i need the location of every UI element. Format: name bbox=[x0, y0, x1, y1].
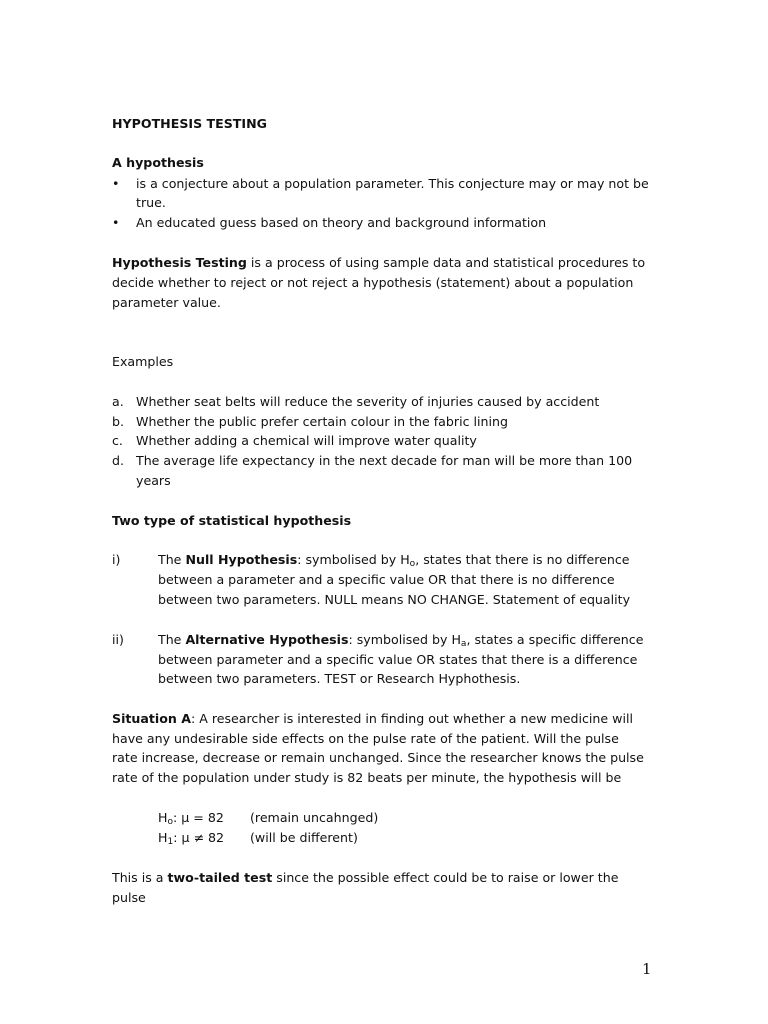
alternative-hypothesis-term: Alternative Hypothesis bbox=[185, 632, 349, 647]
roman-label: ii) bbox=[112, 632, 124, 647]
bullet-marker: • bbox=[112, 215, 120, 230]
example-text: Whether seat belts will reduce the severity of injuries caused by accident bbox=[136, 394, 600, 409]
formula-expression bbox=[158, 808, 250, 828]
situation-line: rate of the population under study is 82 beats per minute, the hypothesis will be bbox=[112, 770, 622, 785]
types-heading: Two type of statistical hypothesis bbox=[112, 513, 352, 528]
two-tailed-term: two-tailed test bbox=[167, 870, 273, 885]
subscript: 1 bbox=[167, 837, 174, 847]
subscript: o bbox=[409, 559, 416, 569]
definition-line: parameter value. bbox=[112, 295, 221, 310]
formula-expression bbox=[158, 828, 250, 848]
subscript: o bbox=[167, 817, 173, 827]
alternative-hypothesis-text bbox=[158, 630, 643, 650]
situation-line: rate increase, decrease or remain unchanged. Since the researcher knows the pulse bbox=[112, 750, 644, 765]
example-text: Whether adding a chemical will improve water quality bbox=[136, 433, 477, 448]
example-text: Whether the public prefer certain colour in the fabric lining bbox=[136, 414, 508, 429]
examples-heading: Examples bbox=[112, 354, 174, 369]
alternative-hypothesis-line: between two parameters. TEST or Research Hyphothesis. bbox=[158, 671, 521, 686]
bullet-text: An educated guess based on theory and background information bbox=[136, 215, 547, 230]
formula-text: : μ ≠ 82 bbox=[173, 830, 225, 845]
text-fragment: , states a specific difference bbox=[466, 632, 644, 647]
text-fragment: The bbox=[158, 632, 186, 647]
text-fragment: : symbolised by H bbox=[297, 552, 410, 567]
text-fragment: : symbolised by H bbox=[348, 632, 461, 647]
null-hypothesis-term: Null Hypothesis bbox=[185, 552, 298, 567]
null-hypothesis-text bbox=[158, 550, 630, 570]
definition-line: decide whether to reject or not reject a hypothesis (statement) about a population bbox=[112, 275, 634, 290]
alternative-hypothesis-formula bbox=[158, 828, 358, 848]
conclusion-paragraph bbox=[112, 868, 618, 888]
definition-term: Hypothesis Testing bbox=[112, 255, 247, 270]
situation-text: : A researcher is interested in finding out whether a new medicine will bbox=[190, 711, 633, 726]
alternative-hypothesis-line: between parameter and a specific value OR states that there is a difference bbox=[158, 652, 638, 667]
null-hypothesis-line: between a parameter and a specific value OR that there is no difference bbox=[158, 572, 615, 587]
text-fragment: since the possible effect could be to raise or lower the bbox=[272, 870, 619, 885]
formula-symbol: H bbox=[158, 830, 168, 845]
situation-paragraph bbox=[112, 709, 633, 729]
situation-term: Situation A bbox=[112, 711, 191, 726]
conclusion-line: pulse bbox=[112, 890, 146, 905]
text-fragment: The bbox=[158, 552, 186, 567]
null-hypothesis-formula bbox=[158, 808, 378, 828]
example-label: d. bbox=[112, 453, 124, 468]
definition-text: is a process of using sample data and statistical procedures to bbox=[246, 255, 646, 270]
formula-note: (will be different) bbox=[250, 830, 358, 845]
bullet-marker: • bbox=[112, 176, 120, 191]
page-number: 1 bbox=[642, 960, 652, 978]
formula-symbol: H bbox=[158, 810, 168, 825]
example-label: c. bbox=[112, 433, 123, 448]
definition-paragraph bbox=[112, 253, 645, 273]
roman-label: i) bbox=[112, 552, 121, 567]
bullet-text: is a conjecture about a population parameter. This conjecture may or may not be bbox=[136, 176, 649, 191]
example-text-continued: years bbox=[136, 473, 171, 488]
formula-text: : μ = 82 bbox=[173, 810, 224, 825]
situation-line: have any undesirable side effects on the pulse rate of the patient. Will the pulse bbox=[112, 731, 619, 746]
example-label: b. bbox=[112, 414, 124, 429]
example-text: The average life expectancy in the next decade for man will be more than 100 bbox=[136, 453, 633, 468]
text-fragment: , states that there is no difference bbox=[415, 552, 630, 567]
example-label: a. bbox=[112, 394, 124, 409]
hypothesis-heading: A hypothesis bbox=[112, 155, 204, 170]
page-title: HYPOTHESIS TESTING bbox=[112, 116, 267, 131]
formula-note: (remain uncahnged) bbox=[250, 810, 379, 825]
subscript: a bbox=[460, 639, 467, 649]
null-hypothesis-line: between two parameters. NULL means NO CHANGE. Statement of equality bbox=[158, 592, 631, 607]
bullet-text-continued: true. bbox=[136, 195, 166, 210]
text-fragment: This is a bbox=[112, 870, 168, 885]
